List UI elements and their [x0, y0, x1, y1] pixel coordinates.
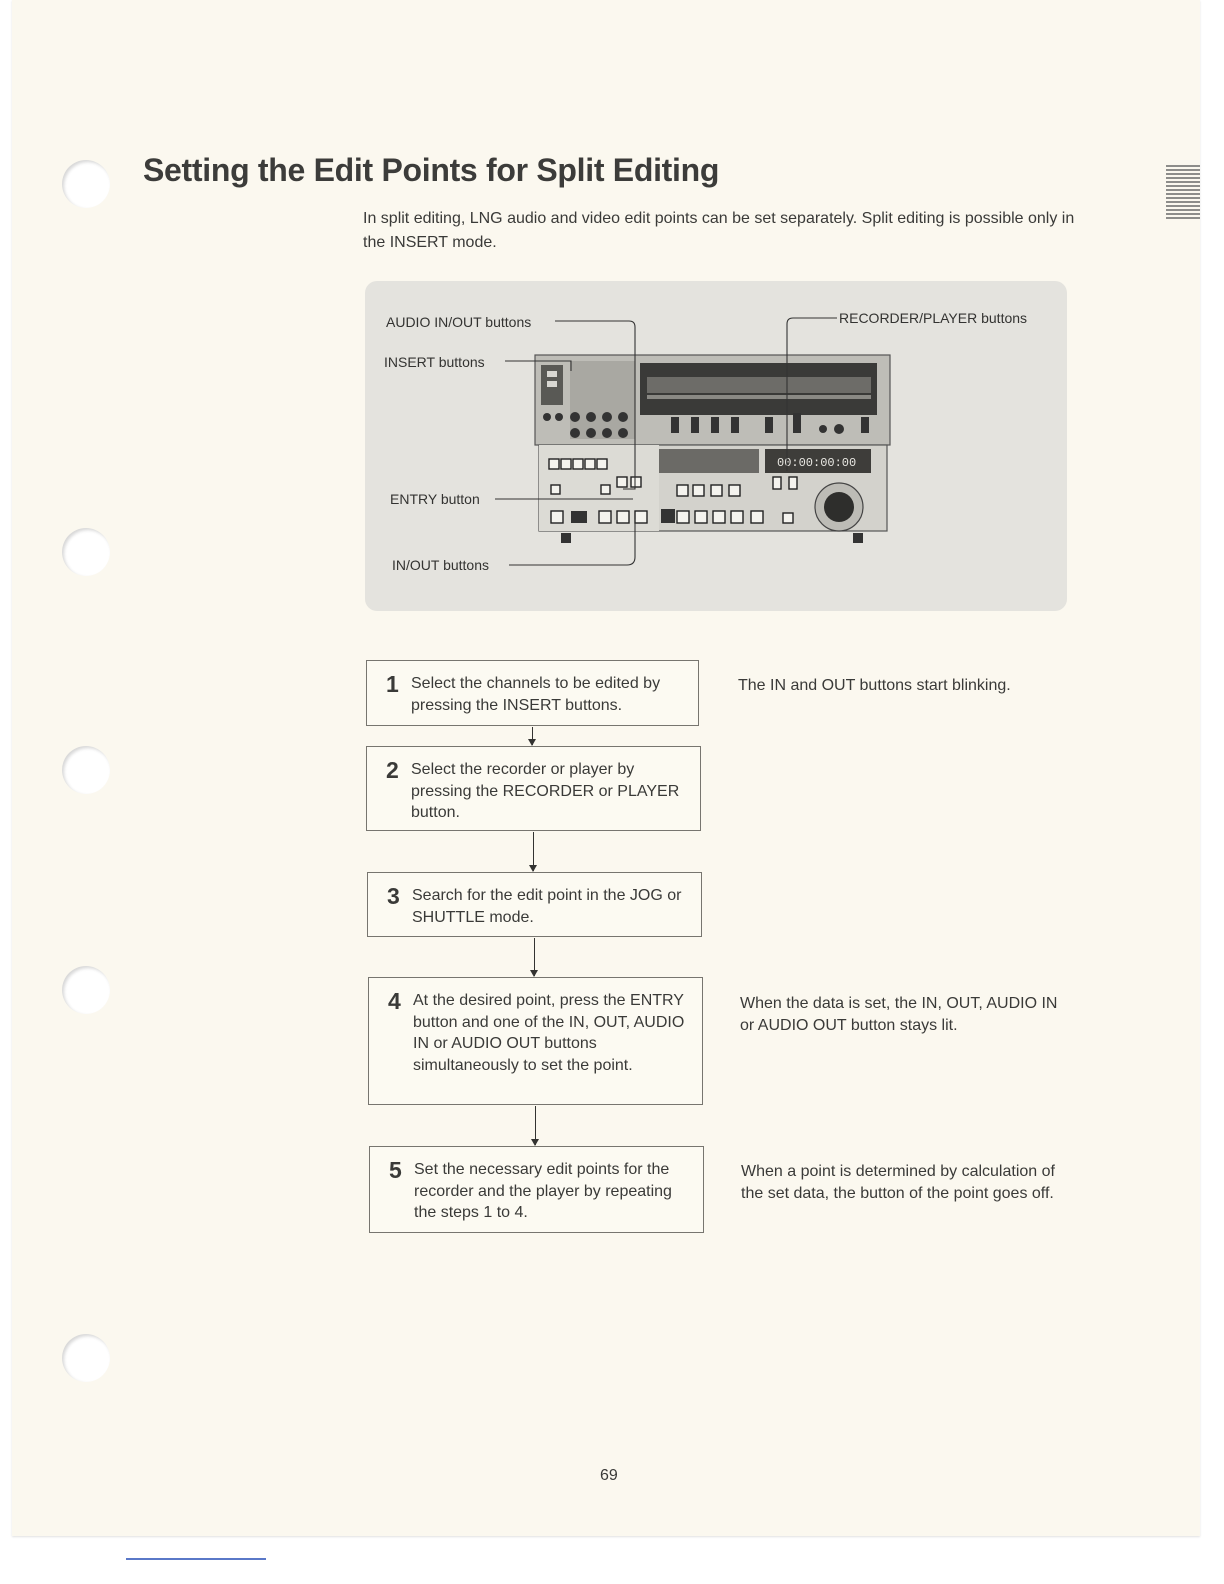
punch-hole	[62, 966, 110, 1014]
callout-entry: ENTRY button	[390, 491, 480, 507]
step-5-box	[369, 1146, 704, 1233]
step-2-box	[366, 746, 701, 831]
punch-hole	[62, 160, 110, 208]
step-number: 2	[386, 757, 399, 783]
flow-arrow	[534, 938, 535, 976]
step-4-note: When the data is set, the IN, OUT, AUDIO IN or AUDIO OUT button stays lit.	[740, 995, 1058, 1034]
step-text: Search for the edit point in the JOG or SHUTTLE mode.	[412, 887, 682, 926]
callout-in-out: IN/OUT buttons	[392, 557, 490, 573]
step-number: 4	[388, 988, 401, 1014]
timecode-display: 00:00:00:00	[777, 456, 857, 470]
step-3-box	[367, 872, 702, 937]
bottom-rule	[126, 1558, 266, 1560]
punch-hole	[62, 528, 110, 576]
punch-hole	[62, 1334, 110, 1382]
page-title: Setting the Edit Points for Split Editing	[143, 152, 720, 188]
step-text: Set the necessary edit points for the recorder and the player by repeating the steps 1 to 4.	[414, 1161, 672, 1221]
section-index-tab	[1166, 165, 1200, 221]
flow-arrow	[533, 832, 534, 871]
flow-arrow	[535, 1106, 536, 1145]
page-number: 69	[600, 1467, 618, 1484]
punch-hole	[62, 746, 110, 794]
step-5-note: When a point is determined by calculation of the set data, the button of the point goes off.	[741, 1163, 1055, 1202]
control-panel-figure	[365, 281, 1067, 611]
intro-paragraph: In split editing, LNG audio and video edit points can be set separately. Split editing is possible only in the INSERT mode.	[363, 210, 1075, 251]
step-text: Select the channels to be edited by pressing the INSERT buttons.	[411, 675, 661, 714]
step-text: At the desired point, press the ENTRY button and one of the IN, OUT, AUDIO IN or AUDIO OUT buttons simultaneously to set the point.	[413, 992, 685, 1074]
step-number: 3	[387, 883, 400, 909]
callout-audio-in-out: AUDIO IN/OUT buttons	[386, 314, 532, 330]
step-1-box	[366, 660, 699, 726]
step-number: 5	[389, 1157, 402, 1183]
flow-arrow	[532, 727, 533, 745]
callout-recorder-player: RECORDER/PLAYER buttons	[839, 310, 1028, 326]
step-number: 1	[386, 671, 399, 697]
step-1-note: The IN and OUT buttons start blinking.	[738, 677, 1011, 694]
step-text: Select the recorder or player by pressing the RECORDER or PLAYER button.	[411, 761, 680, 821]
callout-insert: INSERT buttons	[384, 354, 485, 370]
step-4-box	[368, 977, 703, 1105]
